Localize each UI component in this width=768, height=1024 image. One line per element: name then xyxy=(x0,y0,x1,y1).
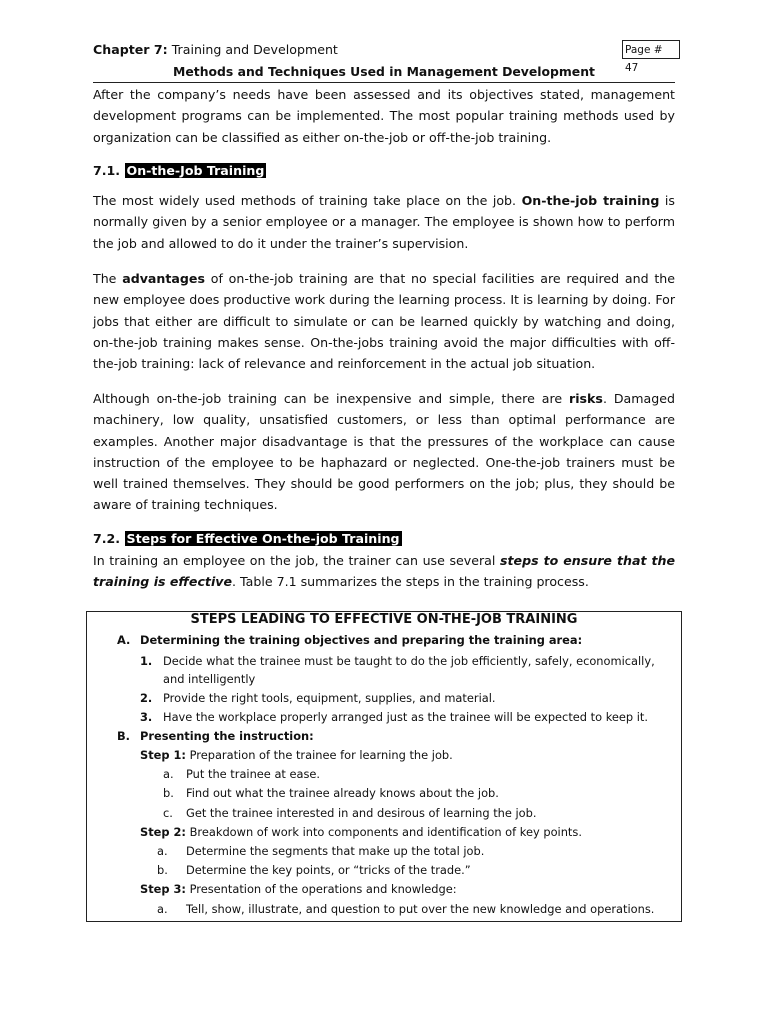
section-heading-7-2 xyxy=(93,531,402,546)
step-text: Breakdown of work into components and identification of key points. xyxy=(189,825,582,839)
step-item xyxy=(140,824,582,840)
step-item xyxy=(140,881,457,897)
bold-term: advantages xyxy=(122,271,205,286)
sub-item: Determine the key points, or “tricks of the trade.” xyxy=(186,863,471,877)
intro-paragraph: After the company’s needs have been assessed and its objectives stated, management development programs can be implemented. The most popular training methods used by organization can be classified as either on-the-job or off-the-job training. xyxy=(93,87,675,145)
list-item: Provide the right tools, equipment, supplies, and material. xyxy=(163,691,496,705)
sub-item: Tell, show, illustrate, and question to put over the new knowledge and operations. xyxy=(186,902,655,916)
sub-letter: a. xyxy=(163,767,174,781)
sub-item: Determine the segments that make up the total job. xyxy=(186,844,485,858)
section-number: 7.2. xyxy=(93,531,121,546)
text-run: The xyxy=(93,271,117,286)
sub-letter: c. xyxy=(163,806,173,820)
list-item-continuation: and intelligently xyxy=(163,672,256,686)
text-run: The most widely used methods of training take place on the job. xyxy=(93,193,517,208)
page-subtitle: Methods and Techniques Used in Management Development xyxy=(173,64,595,79)
paragraph-advantages xyxy=(93,268,675,374)
text-run: . Damaged machinery, low quality, unsatisfied customers, or less than optimal performance are examples. Another major disadvantage is that the pressures of the workplace can cause instruction of the employee to be haphazard or neglected. One-the-job trainers must be well trained themselves. They should be good performers on the job; plus, they should be aware of training techniques. xyxy=(93,391,675,513)
item-text: Determining the training objectives and preparing the training area: xyxy=(140,633,583,647)
step-text: Preparation of the trainee for learning the job. xyxy=(189,748,453,762)
list-number: 3. xyxy=(140,710,153,724)
list-number: 1. xyxy=(140,654,153,668)
text-run: is normally given by a senior employee or a manager. The employee is shown how to perform the job and allowed to do it under the trainer’s supervision. xyxy=(93,193,675,251)
chapter-title: Training and Development xyxy=(171,42,338,57)
sub-item: Get the trainee interested in and desirous of learning the job. xyxy=(186,806,537,820)
header-divider xyxy=(93,82,675,83)
chapter-heading xyxy=(93,42,338,57)
steps-table xyxy=(86,611,682,922)
list-label: B. xyxy=(117,729,131,743)
section-title: Steps for Effective On-the-job Training xyxy=(126,531,400,546)
list-label: A. xyxy=(117,633,131,647)
paragraph-risks xyxy=(93,388,675,516)
list-item: Have the workplace properly arranged just as the trainee will be expected to keep it. xyxy=(163,710,649,724)
section-number: 7.1. xyxy=(93,163,121,178)
page-header xyxy=(93,40,681,80)
sub-letter: b. xyxy=(157,863,168,877)
step-item xyxy=(140,747,453,763)
list-item xyxy=(140,632,582,648)
step-text: Presentation of the operations and knowledge: xyxy=(189,882,457,896)
paragraph-otj-definition xyxy=(93,190,675,254)
text-run: Although on-the-job training can be inexpensive and simple, there are xyxy=(93,391,563,406)
step-label: Step 1: xyxy=(140,748,186,762)
table-title: STEPS LEADING TO EFFECTIVE ON-THE-JOB TRAINING xyxy=(190,612,578,627)
section-title: On-the-Job Training xyxy=(126,163,265,178)
list-number: 2. xyxy=(140,691,153,705)
sub-letter: b. xyxy=(163,786,174,800)
sub-item: Find out what the trainee already knows about the job. xyxy=(186,786,499,800)
bold-italic-phrase: steps to ensure that the training is effective xyxy=(93,553,675,590)
page-number-box: Page # 47 xyxy=(622,40,680,59)
list-item: Decide what the trainee must be taught to do the job efficiently, safely, economically, xyxy=(163,654,655,668)
paragraph-steps-intro xyxy=(93,550,675,593)
chapter-label: Chapter 7: xyxy=(93,42,168,57)
list-item xyxy=(140,728,314,744)
text-run: of on-the-job training are that no special facilities are required and the new employee does productive work during the learning process. It is learning by doing. For jobs that either are difficult to simulate or can be learned quickly by watching and doing, on-the-job training makes sense. On-the-jobs training avoid the major difficulties with off-the-job training: lack of relevance and reinforcement in the actual job situation. xyxy=(93,271,675,372)
text-run: In training an employee on the job, the trainer can use several xyxy=(93,553,496,568)
text-run: . Table 7.1 summarizes the steps in the training process. xyxy=(232,574,589,590)
sub-letter: a. xyxy=(157,902,168,916)
section-heading-7-1 xyxy=(93,163,266,178)
bold-term: risks xyxy=(569,391,603,406)
bold-term: On-the-job training xyxy=(521,193,660,208)
sub-letter: a. xyxy=(157,844,168,858)
step-label: Step 2: xyxy=(140,825,186,839)
sub-item: Put the trainee at ease. xyxy=(186,767,321,781)
step-label: Step 3: xyxy=(140,882,186,896)
item-text: Presenting the instruction: xyxy=(140,729,314,743)
